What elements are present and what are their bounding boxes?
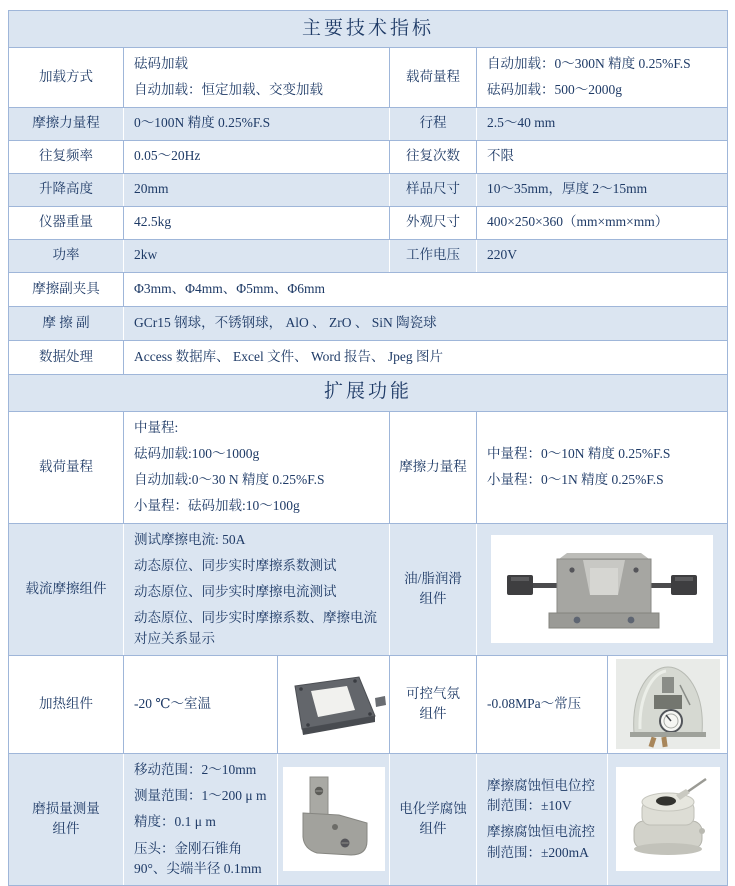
value-data-processing: Access 数据库、 Excel 文件、 Word 报告、 Jpeg 图片 — [134, 348, 443, 364]
value-line: 精度：0.1 μ m — [134, 814, 216, 830]
value-clamp: Φ3mm、Φ4mm、Φ5mm、Φ6mm — [134, 280, 325, 296]
atmosphere-photo-cell — [608, 656, 727, 753]
value-line: 中量程：0～10N 精度 0.25%F.S — [487, 445, 671, 461]
value-friction-range: 0～100N 精度 0.25%F.S — [124, 108, 390, 140]
value-load-range — [477, 48, 727, 107]
label-line: 电化学腐蚀 — [399, 801, 467, 817]
value-loading-mode — [124, 48, 390, 107]
value-ext-friction-range — [477, 412, 727, 523]
value-line: 砝码加载：500～2000g — [487, 82, 622, 98]
value-friction-pair: GCr15 钢球，不锈钢球， AlO 、 ZrO 、 SiN 陶瓷球 — [134, 314, 437, 330]
value-current-friction — [124, 524, 390, 655]
table-row — [9, 656, 727, 754]
label-friction-pair: 摩 擦 副 — [9, 307, 124, 340]
label-current-friction: 载流摩擦组件 — [9, 524, 124, 655]
section-header-main — [9, 11, 727, 48]
value-line: 动态原位、同步实时摩擦系数、摩擦电流对应关系显示 — [134, 610, 377, 646]
table-row — [9, 754, 727, 885]
value-lift-height: 20mm — [124, 174, 390, 206]
oil-lubrication-photo-cell — [477, 524, 727, 655]
value-line: 动态原位、同步实时摩擦电流测试 — [134, 584, 337, 599]
label-loading-mode: 加载方式 — [9, 48, 124, 107]
label-wear-measure — [9, 754, 124, 885]
wear-photo-cell — [278, 754, 390, 885]
value-voltage: 220V — [487, 247, 517, 263]
electrochemical-cell-photo — [616, 767, 720, 871]
label-stroke: 行程 — [390, 108, 477, 140]
label-ext-load-range: 载荷量程 — [9, 412, 124, 523]
value-cycles: 不限 — [487, 148, 514, 164]
table-row — [9, 307, 727, 341]
label-line: 组件 — [419, 821, 447, 837]
value-electrochemical — [477, 754, 608, 885]
value-line: 摩擦腐蚀恒电位控制范围：±10V — [487, 777, 595, 814]
label-load-range: 载荷量程 — [390, 48, 477, 107]
table-row — [9, 240, 727, 273]
label-line: 可控气氛 — [406, 686, 460, 701]
extended-title: 扩展功能 — [323, 381, 412, 403]
label-power: 功率 — [9, 240, 124, 272]
value-atmosphere: -0.08MPa～常压 — [477, 656, 608, 753]
label-line: 组件 — [419, 706, 447, 722]
label-dimensions: 外观尺寸 — [390, 207, 477, 239]
value-weight: 42.5kg — [124, 207, 390, 239]
value-frequency: 0.05～20Hz — [124, 141, 390, 173]
value-line: 小量程：砝码加载:10～100g — [134, 498, 300, 514]
label-line: 组件 — [419, 591, 447, 607]
heating-plate-photo — [281, 662, 387, 746]
table-row — [9, 141, 727, 174]
value-ext-load-range — [124, 412, 390, 523]
table-row — [9, 108, 727, 141]
value-wear-measure — [124, 754, 278, 885]
label-clamp: 摩擦副夹具 — [9, 273, 124, 306]
table-row — [9, 412, 727, 524]
value-line: 中量程: — [134, 419, 179, 435]
label-frequency: 往复频率 — [9, 141, 124, 173]
value-line: 小量程：0～1N 精度 0.25%F.S — [487, 472, 664, 487]
label-lift-height: 升降高度 — [9, 174, 124, 206]
label-oil-lubrication — [390, 524, 477, 655]
value-line: 自动加载：0～300N 精度 0.25%F.S — [487, 56, 691, 71]
value-heating: -20 ℃～室温 — [124, 656, 278, 753]
label-electrochemical — [390, 754, 477, 885]
main-title: 主要技术指标 — [301, 17, 434, 39]
value-line: 测量范围：1～200 μ m — [134, 788, 267, 803]
vacuum-bell-jar-photo — [616, 659, 720, 749]
label-sample-size: 样品尺寸 — [390, 174, 477, 206]
label-weight: 仪器重量 — [9, 207, 124, 239]
label-ext-friction-range: 摩擦力量程 — [390, 412, 477, 523]
table-row — [9, 273, 727, 307]
value-line: 动态原位、同步实时摩擦系数测试 — [134, 557, 337, 573]
value-line: 压头：金刚石锥角 90°、尖端半径 0.1mm — [134, 840, 262, 876]
value-line: 砝码加载 — [134, 56, 188, 71]
value-line: 测试摩擦电流: 50A — [134, 531, 246, 547]
table-row — [9, 524, 727, 656]
spec-table — [8, 10, 728, 886]
label-heating: 加热组件 — [9, 656, 124, 753]
section-header-extended — [9, 375, 727, 412]
electrochemical-photo-cell — [608, 754, 727, 885]
wear-sensor-photo — [283, 767, 385, 871]
value-power: 2kw — [124, 240, 390, 272]
value-line: 摩擦腐蚀恒电流控制范围：±200mA — [487, 824, 595, 860]
label-atmosphere — [390, 656, 477, 753]
oil-grease-clamp-photo — [491, 535, 713, 643]
label-line: 组件 — [52, 821, 80, 837]
value-line: 移动范围：2～10mm — [134, 761, 257, 777]
label-data-processing: 数据处理 — [9, 341, 124, 374]
value-sample-size: 10～35mm，厚度 2～15mm — [487, 181, 648, 197]
table-row — [9, 207, 727, 240]
table-row — [9, 48, 727, 108]
value-dimensions: 400×250×360（mm×mm×mm） — [487, 214, 669, 230]
label-line: 油/脂润滑 — [404, 570, 462, 586]
value-line: 自动加载：恒定加载、交变加载 — [134, 82, 323, 98]
table-row — [9, 341, 727, 375]
value-line: 自动加载:0～30 N 精度 0.25%F.S — [134, 472, 325, 487]
label-line: 磨损量测量 — [32, 801, 100, 817]
heating-photo-cell — [278, 656, 390, 753]
table-row — [9, 174, 727, 207]
label-friction-range: 摩擦力量程 — [9, 108, 124, 140]
value-stroke: 2.5～40 mm — [487, 115, 556, 131]
label-cycles: 往复次数 — [390, 141, 477, 173]
value-line: 砝码加载:100～1000g — [134, 445, 260, 461]
label-voltage: 工作电压 — [390, 240, 477, 272]
